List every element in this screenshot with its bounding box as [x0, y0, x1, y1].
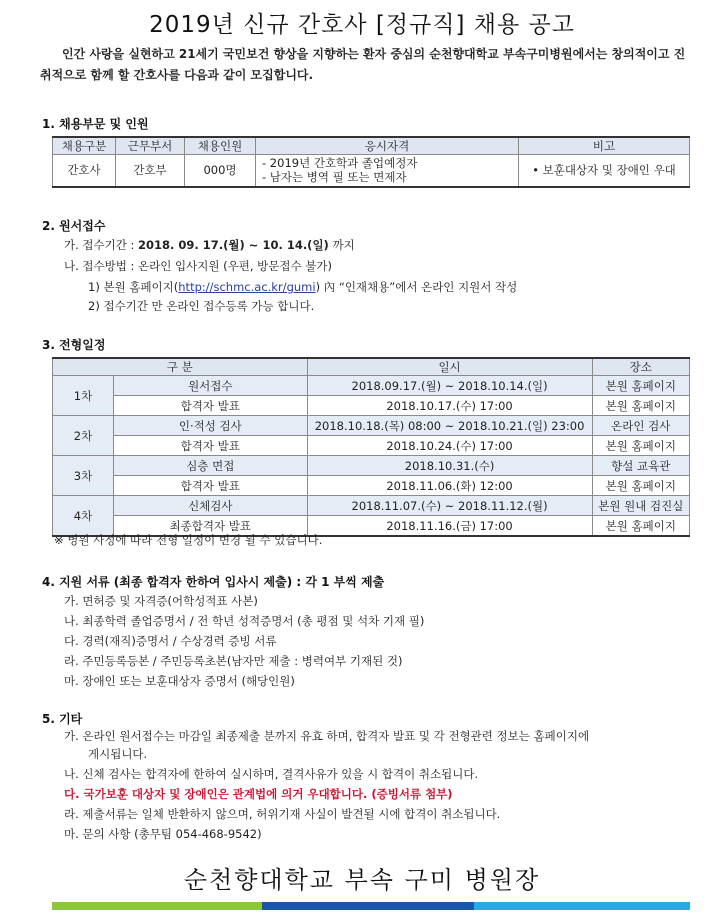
document-item: 다. 경력(재직)증명서 / 수상경력 증빙 서류: [64, 634, 277, 648]
contact-info: 마. 문의 사항 (총무팀 054-468-9542): [64, 827, 262, 841]
schedule-date: 2018.10.17.(수) 17:00: [307, 396, 592, 416]
step1-prefix: 1) 본원 홈페이지(: [88, 280, 179, 294]
schedule-date: 2018.11.06.(화) 12:00: [307, 476, 592, 496]
section3-heading: 3. 전형일정: [42, 338, 106, 352]
misc-item-highlight: 다. 국가보훈 대상자 및 장애인은 관계법에 의거 우대합니다. (증빙서류 첨부): [64, 787, 453, 801]
qualification-line: - 2019년 간호학과 졸업예정자: [262, 156, 418, 171]
col-header: 채용인원: [185, 137, 256, 155]
misc-item: 가. 온라인 원서접수는 마감일 최종제출 분까지 유효 하며, 합격자 발표 및 각 전형관련 정보는 홈페이지에: [64, 729, 590, 743]
schedule-place: 온라인 검사: [592, 416, 689, 436]
period-value: 2018. 09. 17.(월) ~ 10. 14.(일): [138, 238, 329, 252]
schedule-date: 2018.09.17.(월) ~ 2018.10.14.(일): [307, 376, 592, 396]
schedule-place: 본원 원내 검진실: [592, 496, 689, 516]
col-header: 장소: [592, 358, 689, 376]
schedule-item: 심층 면접: [114, 456, 308, 476]
col-header: 근무부서: [116, 137, 185, 155]
schedule-item: 신체검사: [114, 496, 308, 516]
cell-dept: 간호부: [116, 155, 185, 187]
col-header: 응시자격: [256, 137, 519, 155]
section4-heading: 4. 지원 서류 (최종 합격자 한하여 입사시 제출) : 각 1 부씩 제출: [42, 575, 385, 589]
col-header: 채용구분: [53, 137, 116, 155]
footer-bar-blue: [262, 902, 474, 910]
schedule-item: 인·적성 검사: [114, 416, 308, 436]
schedule-item: 합격자 발표: [114, 476, 308, 496]
cell-count: 000명: [185, 155, 256, 187]
document-item: 가. 면허증 및 자격증(어학성적표 사본): [64, 594, 258, 608]
schedule-place: 본원 홈페이지: [592, 476, 689, 496]
schedule-date: 2018.10.24.(수) 17:00: [307, 436, 592, 456]
cell-category: 간호사: [53, 155, 116, 187]
intro-paragraph: 인간 사랑을 실현하고 21세기 국민보건 향상을 지향하는 환자 중심의 순천향대학교 부속구미병원에서는 창의적이고 진취적으로 함께 할 간호사를 다음과 같이 모집합니다.: [40, 47, 686, 82]
section5-heading: 5. 기타: [42, 712, 83, 726]
schedule-item: 원서접수: [114, 376, 308, 396]
application-period: [64, 237, 355, 253]
schedule-place: 본원 홈페이지: [592, 376, 689, 396]
misc-item-continued: 게시됩니다.: [88, 747, 148, 761]
section1-heading: 1. 채용부문 및 인원: [42, 117, 149, 131]
schedule-place: 향설 교육관: [592, 456, 689, 476]
period-suffix: 까지: [328, 238, 355, 252]
schedule-date: 2018.10.18.(목) 08:00 ~ 2018.10.21.(일) 23:00: [307, 416, 592, 436]
period-label: 가. 접수기간 :: [64, 238, 139, 252]
cell-note: • 보훈대상자 및 장애인 우대: [519, 155, 690, 187]
stage-label: 3차: [53, 456, 114, 496]
col-header: 비고: [519, 137, 690, 155]
misc-item: 나. 신체 검사는 합격자에 한하여 실시하며, 결격사유가 있을 시 합격이 취소됩니다.: [64, 767, 479, 781]
footer-bar-cyan: [474, 902, 690, 910]
schedule-date: 2018.10.31.(수): [307, 456, 592, 476]
schedule-place: 본원 홈페이지: [592, 436, 689, 456]
application-method: 나. 접수방법 : 온라인 입사지원 (우편, 방문접수 불가): [64, 259, 332, 273]
section2-heading: 2. 원서접수: [42, 219, 106, 233]
schedule-item: 합격자 발표: [114, 396, 308, 416]
schedule-date: 2018.11.16.(금) 17:00: [307, 516, 592, 537]
schedule-note: ※ 병원 사정에 따라 전형 일정이 변경 될 수 있습니다.: [54, 533, 323, 547]
misc-item: 라. 제출서류는 일체 반환하지 않으며, 허위기재 사실이 발견될 시에 합격이 취소됩니다.: [64, 807, 501, 821]
footer-bar-green: [52, 902, 262, 910]
application-step-1: [88, 279, 517, 295]
recruitment-table: [52, 136, 690, 188]
qualification-line: - 남자는 병역 필 또는 면제자: [262, 170, 407, 185]
application-step-2: 2) 접수기간 만 온라인 접수등록 가능 합니다.: [88, 299, 315, 313]
col-header: 구 분: [53, 358, 308, 376]
schedule-place: 본원 홈페이지: [592, 396, 689, 416]
step1-suffix: ) 內 “인재채용”에서 온라인 지원서 작성: [315, 280, 518, 294]
stage-label: 4차: [53, 496, 114, 537]
schedule-table: [52, 357, 690, 537]
hospital-director-signature: 순천향대학교 부속 구미 병원장: [183, 866, 541, 894]
homepage-link[interactable]: http://schmc.ac.kr/gumi: [178, 280, 316, 294]
schedule-place: 본원 홈페이지: [592, 516, 689, 537]
document-item: 나. 최종학력 졸업증명서 / 전 학년 성적증명서 (총 평점 및 석차 기재 필): [64, 614, 425, 628]
schedule-date: 2018.11.07.(수) ~ 2018.11.12.(월): [307, 496, 592, 516]
cell-qualifications: [256, 155, 519, 187]
schedule-item: 최종합격자 발표: [114, 516, 308, 537]
page-title: 2019년 신규 간호사 [정규직] 채용 공고: [149, 12, 575, 38]
stage-label: 1차: [53, 376, 114, 416]
document-item: 마. 장애인 또는 보훈대상자 증명서 (해당인원): [64, 674, 295, 688]
document-item: 라. 주민등록등본 / 주민등록초본(남자만 제출 : 병력여부 기재된 것): [64, 654, 403, 668]
stage-label: 2차: [53, 416, 114, 456]
col-header: 일시: [307, 358, 592, 376]
schedule-item: 합격자 발표: [114, 436, 308, 456]
